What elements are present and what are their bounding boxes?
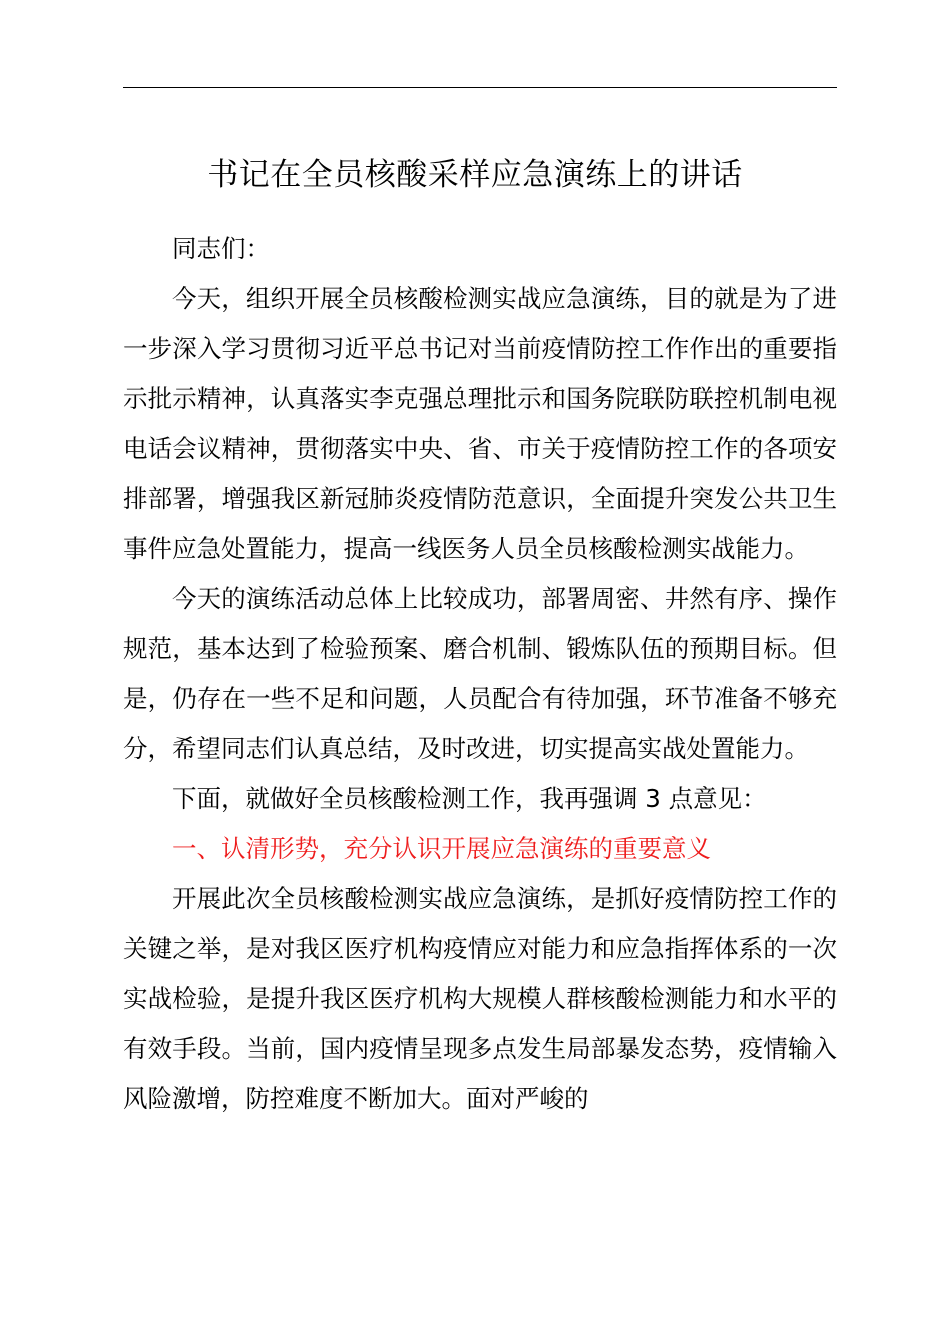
paragraph-evaluation: 今天的演练活动总体上比较成功，部署周密、井然有序、操作规范，基本达到了检验预案、磨合机制、锻炼队伍的预期目标。但是，仍存在一些不足和问题，人员配合有待加强，环节准备不够充分，希望同志们认真总结，及时改进，切实提高实战处置能力。: [123, 584, 837, 763]
header-rule: [123, 87, 837, 88]
paragraph-transition: 下面，就做好全员核酸检测工作，我再强调 3 点意见：: [172, 784, 767, 813]
page-title: 书记在全员核酸采样应急演练上的讲话: [207, 157, 743, 193]
document-body: [123, 224, 837, 1124]
salutation: 同志们：: [172, 234, 270, 263]
section-heading-1: 一、认清形势，充分认识开展应急演练的重要意义: [172, 834, 711, 863]
section-1-paragraph: 开展此次全员核酸检测实战应急演练，是抓好疫情防控工作的关键之举，是对我区医疗机构疫情应对能力和应急指挥体系的一次实战检验，是提升我区医疗机构大规模人群核酸检测能力和水平的有效手段。当前，国内疫情呈现多点发生局部暴发态势，疫情输入风险激增，防控难度不断加大。面对严峻的: [123, 884, 837, 1113]
paragraph-intro: 今天，组织开展全员核酸检测实战应急演练，目的就是为了进一步深入学习贯彻习近平总书记对当前疫情防控工作作出的重要指示批示精神，认真落实李克强总理批示和国务院联防联控机制电视电话会议精神，贯彻落实中央、省、市关于疫情防控工作的各项安排部署，增强我区新冠肺炎疫情防范意识，全面提升突发公共卫生事件应急处置能力，提高一线医务人员全员核酸检测实战能力。: [123, 284, 837, 563]
